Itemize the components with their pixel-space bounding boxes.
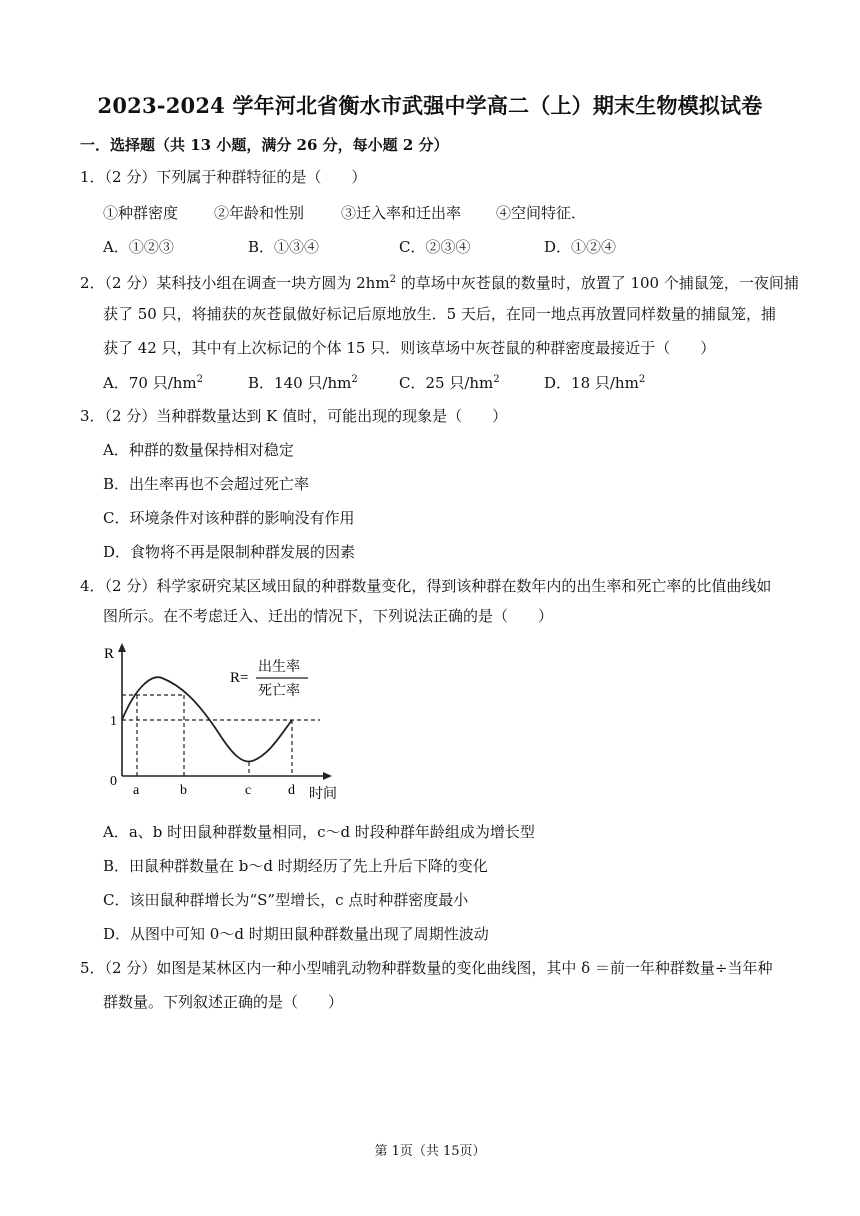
- q1-option-b: B．①③④: [248, 238, 320, 256]
- q4-option-a: A．a、b 时田鼠种群数量相同，c～d 时段种群年龄组成为增长型: [103, 823, 535, 841]
- q1-item: ③迁入率和迁出率: [341, 204, 462, 222]
- x-axis-arrow: [323, 772, 332, 780]
- y-axis-arrow: [118, 643, 126, 652]
- origin-label: 0: [110, 774, 117, 789]
- q3-option-a: A．种群的数量保持相对稳定: [103, 441, 294, 459]
- q2-option-b: B．140 只$/hm^2$: [248, 374, 358, 392]
- formula-denominator: 死亡率: [258, 683, 300, 699]
- q1-item: ④空间特征．: [496, 204, 587, 222]
- x-axis-label: 时间: [309, 786, 337, 802]
- q1-item: ②年龄和性别: [214, 204, 305, 222]
- tick-label-b: b: [180, 783, 187, 798]
- q4-option-d: D．从图中可知 0～d 时期田鼠种群数量出现了周期性波动: [103, 925, 489, 943]
- q1-option-a: A．①②③: [103, 238, 174, 256]
- q4-option-b: B．田鼠种群数量在 b～d 时期经历了先上升后下降的变化: [103, 857, 488, 875]
- q1-option-d: D．①②④: [544, 238, 617, 256]
- q1-stem: 1．（2 分）下列属于种群特征的是（ ）: [80, 168, 367, 186]
- q3-option-c: C．环境条件对该种群的影响没有作用: [103, 509, 355, 527]
- q2-option-a: A．70 只$/hm^2$: [103, 374, 204, 392]
- q4-option-c: C．该田鼠种群增长为“S”型增长，c 点时种群密度最小: [103, 891, 469, 909]
- q2-line2: 获了 50 只，将捕获的灰苍鼠做好标记后原地放生．5 天后，在同一地点再放置同样数量的捕鼠笼，捕: [103, 305, 776, 323]
- q3-option-b: B．出生率再也不会超过死亡率: [103, 475, 310, 493]
- q3-stem: 3．（2 分）当种群数量达到 K 值时，可能出现的现象是（ ）: [80, 407, 508, 425]
- y-axis-label: R: [104, 646, 115, 662]
- tick-label-c: c: [245, 783, 252, 798]
- q1-item: ①种群密度: [103, 204, 179, 222]
- q5-line1: 5．（2 分）如图是某林区内一种小型哺乳动物种群数量的变化曲线图，其中 δ ＝前一年种群数量÷当年种: [80, 959, 773, 977]
- q2-option-c: C．25 只$/hm^2$: [399, 374, 500, 392]
- q5-line2: 群数量。下列叙述正确的是（ ）: [103, 993, 344, 1011]
- page-footer: 第 1页（共 15页）: [374, 1144, 486, 1159]
- tick-label-d: d: [288, 783, 295, 798]
- section-heading: 一．选择题（共 13 小题，满分 26 分，每小题 2 分）: [80, 136, 449, 154]
- superscript: 2: [389, 274, 396, 285]
- q2-line3: 获了 42 只，其中有上次标记的个体 15 只．则该草场中灰苍鼠的种群密度最接近于（ ）: [103, 339, 716, 357]
- formula-left: R=: [230, 670, 249, 686]
- formula-numerator: 出生率: [258, 659, 300, 675]
- tick-label-a: a: [133, 783, 140, 798]
- ratio-curve-figure: [100, 640, 360, 810]
- q1-option-c: C．②③④: [399, 238, 471, 256]
- page-title: 2023-2024 学年河北省衡水市武强中学高二（上）期末生物模拟试卷: [97, 93, 763, 118]
- q2-option-d: D．18 只$/hm^2$: [544, 374, 646, 392]
- q4-line1: 4．（2 分）科学家研究某区域田鼠的种群数量变化，得到该种群在数年内的出生率和死亡率的比值曲线如: [80, 577, 772, 595]
- q3-option-d: D．食物将不再是限制种群发展的因素: [103, 543, 356, 561]
- one-label: 1: [110, 714, 117, 729]
- q2-line1: 2．（2 分）某科技小组在调查一块方圆为 $2hm^2$ 的草场中灰苍鼠的数量时，放置了 100 个捕鼠笼，一夜间捕: [80, 274, 799, 292]
- q4-line2: 图所示。在不考虑迁入、迁出的情况下，下列说法正确的是（ ）: [103, 607, 554, 625]
